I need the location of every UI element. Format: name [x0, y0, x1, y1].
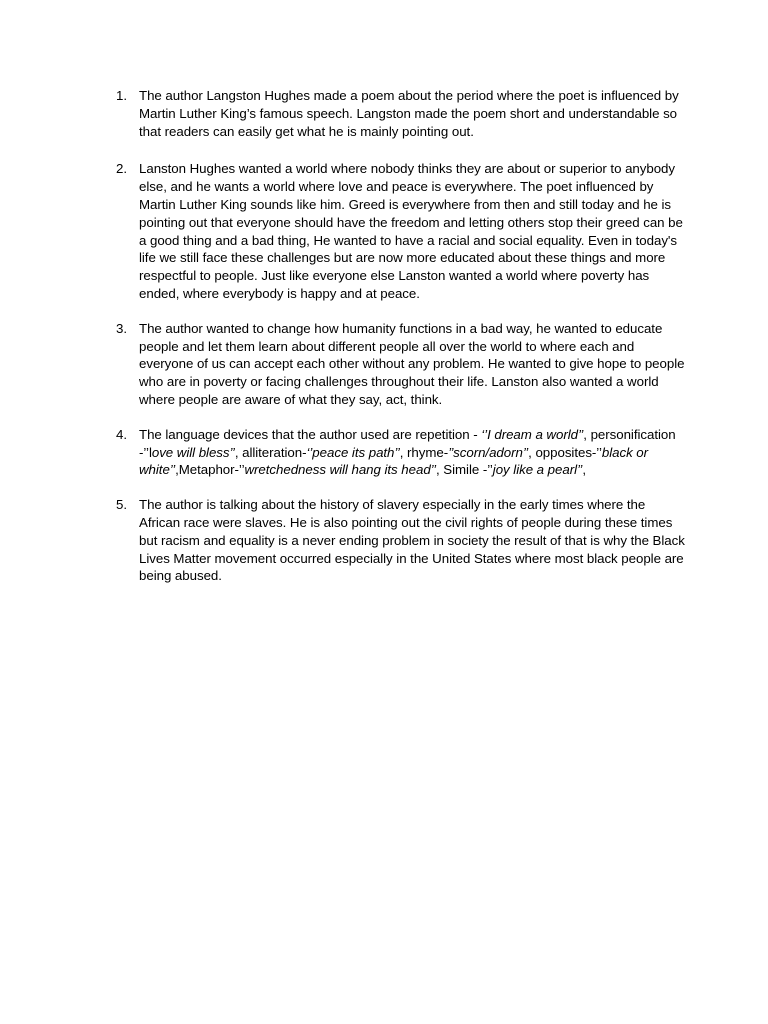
list-text: The author Langston Hughes made a poem about the period where the poet is influenced by Martin Luther King’s famous speech. Langston made the poem short and understandable so that readers can easily get what he is mainly pointing out.: [139, 88, 679, 139]
list-text: [139, 427, 676, 478]
text-run: , personification -’’l: [139, 426, 676, 460]
text-run: , opposites-’’: [528, 444, 602, 460]
quoted-example: black or white’’: [139, 444, 649, 478]
quoted-example: joy like a pearl’’: [492, 462, 583, 478]
list-text: The author is talking about the history of slavery especially in the early times where the African race were slaves. He is also pointing out the civil rights of people during these times but racism and equality is a never ending problem in society the result of that is why the Black Lives Matter movement occurred especially in the United States where most black people are being abused.: [139, 497, 685, 584]
list-number: 4.: [116, 426, 127, 442]
list-item-3: [116, 320, 686, 409]
text-run: , rhyme-: [399, 444, 449, 460]
text-run: , alliteration-: [234, 444, 307, 460]
list-number: 1.: [116, 88, 127, 103]
list-number: 5.: [116, 497, 127, 513]
list-item-2: [116, 160, 686, 302]
list-number: 2.: [116, 161, 127, 177]
list-item-4: [116, 426, 686, 479]
list-text: Lanston Hughes wanted a world where nobody thinks they are about or superior to anybody else, and he wants a world where love and peace is everywhere. The poet influenced by Martin Luther King sounds like him. Greed is everywhere from then and still today and he is pointing out that everyone should have the freedom and letting others stop their greed can be a good thing and a bad thing, He wanted to have a racial and social equality. Even in today's life we still face these challenges but are now more educated about these things and more respectful to people. Just like everyone else Lanston wanted a world where poverty has ended, where everybody is happy and at peace.: [139, 161, 683, 301]
quoted-example: ‘’peace its path’’: [306, 444, 400, 460]
list-item-5: [116, 496, 686, 585]
answers-list: [116, 87, 686, 585]
list-text: The author wanted to change how humanity functions in a bad way, he wanted to educate people and let them learn about different people all over the world to where each and everyone of us can accept each other without any problem. He wanted to give hope to people who are in poverty or facing challenges throughout their life. Lanston also wanted a world where people are aware of what they say, act, think.: [139, 320, 685, 407]
text-run: , Simile -’’: [436, 462, 493, 478]
text-run: The language devices that the author used are repetition -: [139, 426, 482, 442]
text-run: ,Metaphor-’’: [175, 462, 245, 478]
text-run: ,: [582, 462, 586, 478]
list-number: 3.: [116, 320, 127, 336]
list-item-1: [116, 87, 686, 140]
quoted-example: ove will bless’’: [151, 444, 235, 460]
quoted-example: ’’scorn/adorn’’: [448, 444, 529, 460]
quoted-example: ‘’I dream a world’’: [481, 426, 584, 442]
quoted-example: wretchedness will hang its head’’: [244, 462, 436, 478]
